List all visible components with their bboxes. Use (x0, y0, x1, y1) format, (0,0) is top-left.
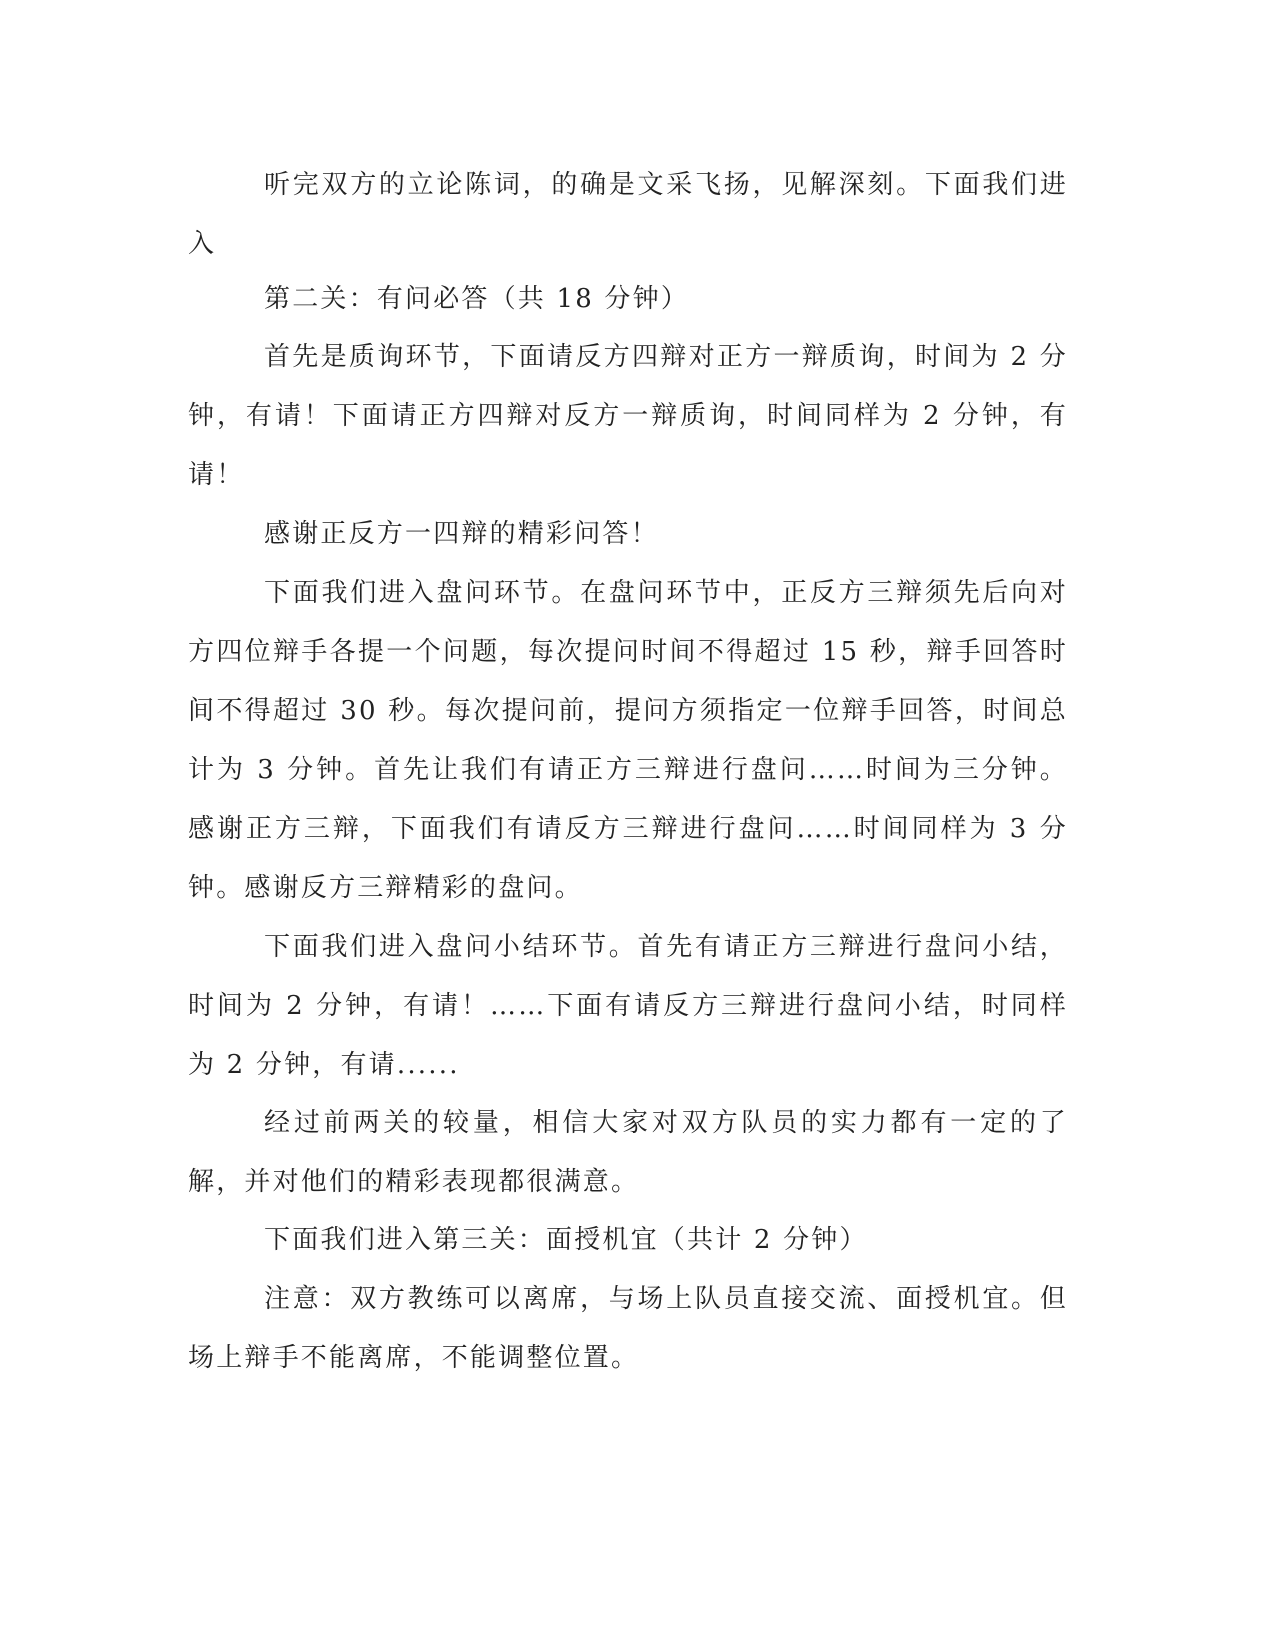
paragraph-interrogation: 下面我们进入盘问环节。在盘问环节中，正反方三辩须先后向对方四位辩手各提一个问题，每次提问时间不得超过 15 秒，辩手回答时间不得超过 30 秒。每次提问前，提问方须指定一位辩手回答，时间总计为 3 分钟。首先让我们有请正方三辩进行盘问……时间为三分钟。感谢正方三辩，下面我们有请反方三辩进行盘问……时间同样为 3 分钟。感谢反方三辩精彩的盘问。 (188, 578, 1068, 903)
paragraph-section-two-heading: 第二关：有问必答（共 18 分钟） (264, 284, 690, 314)
paragraph-interrogation-summary: 下面我们进入盘问小结环节。首先有请正方三辩进行盘问小结，时间为 2 分钟，有请！……下面有请反方三辩进行盘问小结，时同样为 2 分钟，有请...... (188, 932, 1068, 1080)
paragraph-section-three-heading: 下面我们进入第三关：面授机宜（共计 2 分钟） (264, 1225, 868, 1255)
paragraph-notice: 注意：双方教练可以离席，与场上队员直接交流、面授机宜。但场上辩手不能离席，不能调整位置。 (188, 1284, 1068, 1373)
paragraph-intro: 听完双方的立论陈词，的确是文采飞扬，见解深刻。下面我们进入 (188, 170, 1068, 259)
paragraph-thanks: 感谢正反方一四辩的精彩问答！ (264, 519, 659, 549)
paragraph-cross-examination: 首先是质询环节，下面请反方四辩对正方一辩质询，时间为 2 分钟，有请！下面请正方四辩对反方一辩质询，时间同样为 2 分钟，有请！ (188, 342, 1068, 490)
paragraph-transition: 经过前两关的较量，相信大家对双方队员的实力都有一定的了解，并对他们的精彩表现都很满意。 (188, 1108, 1068, 1197)
